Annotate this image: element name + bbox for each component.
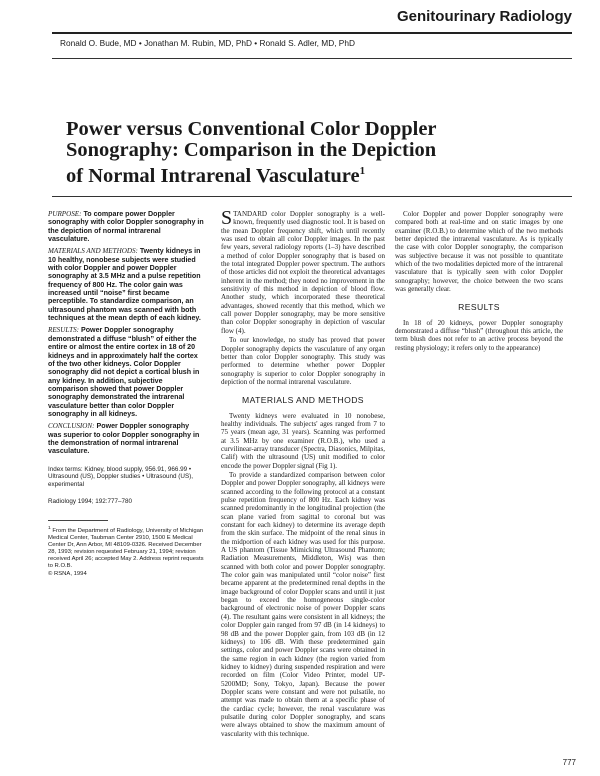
paragraph-text: TANDARD color Doppler sonography is a well-known, frequently used diagnostic tool. It is based on the mean Doppler frequency shift, which until recently was used to obtain all color Doppler images. In the past few years, several radiology reports (1–3) have described a method of color Doppler sonography that is based on the total integrated Doppler power spectrum. The authors of those articles did not exploit the theoretical advantages inherent in the method; they noted no improvement in the sensitivity of this method in depiction of blood flow. Another study, which incorporated these theoretical advantages, showed recently that this method, which we call power Doppler sonography, may be more sensitive than color Doppler sonography in depiction of vascular flow (4). — [221, 210, 385, 335]
abstract-methods — [48, 247, 204, 322]
abstract-purpose — [48, 210, 204, 243]
title-rule — [52, 196, 572, 197]
abstract-text: Twenty kidneys in 10 healthy, nonobese subjects were studied with color Doppler and power Doppler sonography at 3.5 MHz and a pulse repetition frequency of 800 Hz. The color gain was increased until “noise” first became perceptible. To standardize comparison, an ultrasound phantom was scanned with both techniques at the mean depth of each kidney. — [48, 247, 201, 323]
affiliation-footnote — [48, 525, 204, 571]
body-column-2 — [221, 207, 385, 739]
results-paragraph: In 18 of 20 kidneys, power Doppler sonography demonstrated a diffuse “blush” (throughout this article, the term blush does not refer to an active process beyond the resting physiology; it refers only to the appearance) — [395, 318, 563, 352]
abstract-column — [48, 210, 204, 578]
abstract-text: Power Doppler sonography demonstrated a diffuse “blush” of either the entire or almost the entire cortex in 18 of 20 kidneys and in approximately half the cortex of the two other kidneys. Color Doppler sonography did not depict a cortical blush in any kidney. In addition, subjective comparison showed that power Doppler sonography demonstrated the intrarenal vasculature better than color Doppler sonography in all kidneys. — [48, 326, 200, 418]
section-heading-results: RESULTS — [458, 302, 500, 313]
methods-paragraph: Color Doppler and power Doppler sonography were compared both at real-time and on static images by one examiner (R.O.B.) to determine which of the two methods better depicted the intrarenal vasculature. As is typically the case with color Doppler sonography, the comparison was subjective because it was not possible to quantitate which of the two modalities depicted more of the intrarenal vasculature that is typically seen with color Doppler sonography; however, the choice between the two scans was generally clear. — [395, 210, 563, 294]
intro-paragraph — [221, 207, 385, 335]
title-line: Sonography: Comparison in the Depiction — [66, 139, 437, 161]
section-heading-methods: MATERIALS AND METHODS — [242, 395, 364, 406]
copyright-line: © RSNA, 1994 — [48, 570, 87, 577]
title-line-text: of Normal Intrarenal Vasculature — [66, 164, 360, 187]
author-rule — [52, 58, 572, 59]
abstract-label: CONCLUSION: — [48, 422, 95, 431]
abstract-label: MATERIALS AND METHODS: — [48, 247, 138, 256]
title-footnote-marker: 1 — [359, 165, 366, 177]
abstract-label: RESULTS: — [48, 326, 79, 335]
footnote-rule — [48, 520, 108, 521]
author-line: Ronald O. Bude, MD • Jonathan M. Rubin, MD, PhD • Ronald S. Adler, MD, PhD — [60, 38, 355, 48]
abstract-text: Power Doppler sonography was superior to color Doppler sonography in the demonstration of normal intrarenal vasculature. — [48, 422, 200, 456]
title-line-last — [66, 161, 506, 187]
abstract-label: PURPOSE: — [48, 210, 82, 218]
index-terms: Index terms: Kidney, blood supply, 956.91, 966.99 • Ultrasound (US), Doppler studies • Ultrasound (US), experimental — [48, 465, 193, 488]
abstract-conclusion — [48, 422, 204, 455]
footnote-marker: 1 — [48, 526, 51, 531]
methods-paragraph: Twenty kidneys were evaluated in 10 nonobese, healthy individuals. The subjects' ages ranged from 7 to 75 years (mean age, 31 years). Scanning was performed at 3.5 MHz by one examiner (R.O.B.), who used a curvilinear-array transducer (Spectra, Diasonics, Milpitas, Calif) with the ultrasound (US) unit modified to color encode the power Doppler signal (Fig 1). — [221, 411, 385, 470]
abstract-text: To compare power Doppler sonography with color Doppler sonography in the depiction of normal intrarenal vasculature. — [48, 210, 204, 244]
article-title — [66, 119, 506, 187]
abstract-results — [48, 326, 204, 418]
methods-paragraph: To provide a standardized comparison between color Doppler and power Doppler sonography, all kidneys were scanned according to the following protocol at a constant pulse repetition frequency of 800 Hz. Each kidney was scanned predominantly in the longitudinal projection (the scan plane varied from sagittal to coronal but was constant for each kidney) to determine its average depth from the skin surface. The midpoint of the renal sinus in the midportion of each kidney was used for this purpose. A US phantom (Tissue Mimicking Ultrasound Phantom; Radiation Measurements, Middleton, Wis) was then scanned with both color and power Doppler sonography. The color gain was manipulated until “color noise” first became apparent at the predetermined renal depths in the image background of color Doppler scans and until it just began to exceed the homogeneous single-color background of electronic noise of power Doppler scans (4). The resultant gains were consistent in all kidneys; the color Doppler gain ranged from 97 dB (in 14 kidneys) to 98 dB and the power Doppler gain, from 103 dB (in 12 kidneys) to 106 dB. With these predetermined gain settings, color and power Doppler scans were obtained in the same region in each kidney (the region varied from kidney to kidney) during suspended respiration and were recorded on film (Color Video Printer, model UP-5200MD; Sony, Tokyo, Japan). Because the power Doppler scans were constant and were not pulsatile, no attempt was made to obtain them at a specific phase of the cardiac cycle; however, the renal vasculature was pulsatile during color Doppler sonography, and scans were always obtained to show the maximum amount of vascularity with this technique. — [221, 470, 385, 738]
intro-paragraph: To our knowledge, no study has proved that power Doppler sonography depicts the vasculature of any organ better than color Doppler sonography. This study was performed to determine whether power Doppler sonography is superior to color Doppler sonography in depiction of the normal intrarenal vasculature. — [221, 336, 385, 386]
citation: Radiology 1994; 192:777–780 — [48, 498, 133, 506]
footnote-text: From the Department of Radiology, University of Michigan Medical Center, Taubman Center 2910, 1500 E Medical Center Dr, Ann Arbor, MI 48109-0326. Received December 28, 1993; revision requested February 21, 1994; revision received April 26; accepted May 2. Address reprint requests to R.O.B. — [48, 527, 204, 570]
page-number: 777 — [562, 758, 576, 767]
header-rule — [52, 32, 572, 34]
drop-cap: S — [221, 207, 233, 229]
title-line: Power versus Conventional Color Doppler — [66, 118, 437, 140]
section-heading: Genitourinary Radiology — [396, 8, 572, 25]
body-column-3 — [395, 210, 563, 353]
